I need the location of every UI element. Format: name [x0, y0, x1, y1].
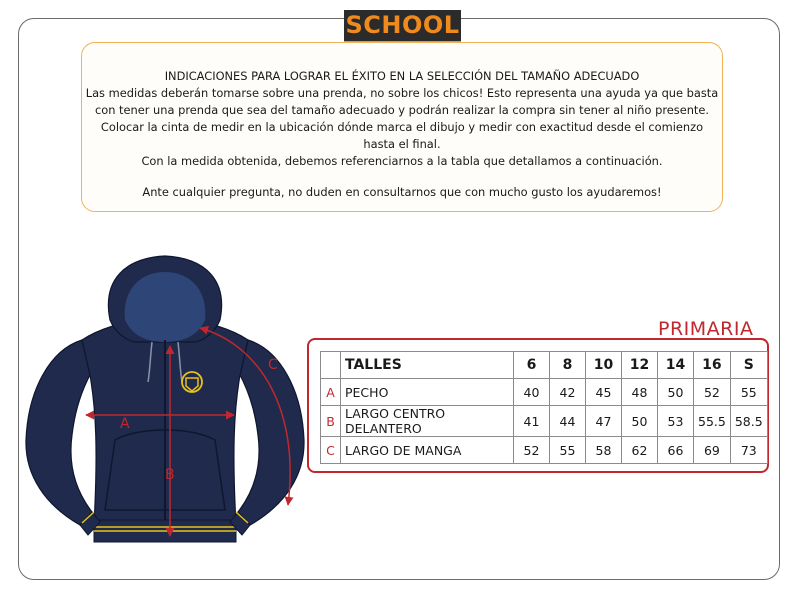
- logo-brand: SCHOOL: [345, 11, 460, 39]
- header-size: 8: [550, 352, 586, 379]
- table-cell: [321, 352, 341, 379]
- row-name: PECHO: [341, 379, 514, 406]
- table-cell: 55.5: [694, 406, 731, 437]
- left-sleeve: [26, 340, 92, 525]
- instructions-line: Colocar la cinta de medir en la ubicación dónde marca el dibujo y medir con exactitud desde el comienzo: [100, 120, 704, 134]
- table-cell: 66: [658, 437, 694, 464]
- header-size: 14: [658, 352, 694, 379]
- table-cell: 58: [586, 437, 622, 464]
- instructions-box: [81, 42, 723, 212]
- header-size: 16: [694, 352, 731, 379]
- instructions-line: con tener una prenda que sea del tamaño adecuado y podrán realizar la compra sin tener al niño presente.: [94, 103, 710, 117]
- table-cell: 50: [658, 379, 694, 406]
- table-cell: 55: [550, 437, 586, 464]
- measure-label-b: B: [165, 467, 175, 483]
- header-size: S: [730, 352, 767, 379]
- hoodie-illustration: [20, 250, 310, 550]
- header-label: TALLES: [341, 352, 514, 379]
- instructions-line: Las medidas deberán tomarse sobre una prenda, no sobre los chicos! Esto representa una ayuda ya que basta: [85, 86, 719, 100]
- instructions-contact: Ante cualquier pregunta, no duden en consultarnos que con mucho gusto los ayudaremos!: [142, 185, 662, 199]
- row-name: LARGO DE MANGA: [341, 437, 514, 464]
- table-header-row: [321, 352, 768, 379]
- row-name: LARGO CENTRO DELANTERO: [341, 406, 514, 437]
- hood-lining: [125, 272, 206, 342]
- table-row: [321, 406, 768, 437]
- measure-label-c: C: [268, 357, 278, 373]
- table-cell: 44: [550, 406, 586, 437]
- table-cell: 53: [658, 406, 694, 437]
- table-cell: 48: [622, 379, 658, 406]
- table-row: [321, 437, 768, 464]
- table-cell: 45: [586, 379, 622, 406]
- row-letter: B: [321, 406, 341, 437]
- instructions-line: hasta el final.: [363, 137, 441, 151]
- table-cell: 62: [622, 437, 658, 464]
- row-letter: C: [321, 437, 341, 464]
- table-cell: 41: [514, 406, 550, 437]
- table-cell: 42: [550, 379, 586, 406]
- size-table: [320, 351, 768, 464]
- measure-label-a: A: [120, 416, 130, 432]
- table-cell: 40: [514, 379, 550, 406]
- table-title: PRIMARIA: [658, 318, 754, 340]
- table-cell: 58.5: [730, 406, 767, 437]
- table-cell: 52: [694, 379, 731, 406]
- table-cell: 52: [514, 437, 550, 464]
- table-cell: 50: [622, 406, 658, 437]
- header-size: 10: [586, 352, 622, 379]
- table-cell: 73: [730, 437, 767, 464]
- header-size: 12: [622, 352, 658, 379]
- table-cell: 69: [694, 437, 731, 464]
- table-row: [321, 379, 768, 406]
- instructions-heading: INDICACIONES PARA LOGRAR EL ÉXITO EN LA SELECCIÓN DEL TAMAÑO ADECUADO: [164, 69, 640, 83]
- table-cell: 55: [730, 379, 767, 406]
- instructions-line: Con la medida obtenida, debemos referenciarnos a la tabla que detallamos a continuación.: [141, 154, 663, 168]
- header-size: 6: [514, 352, 550, 379]
- table-cell: 47: [586, 406, 622, 437]
- row-letter: A: [321, 379, 341, 406]
